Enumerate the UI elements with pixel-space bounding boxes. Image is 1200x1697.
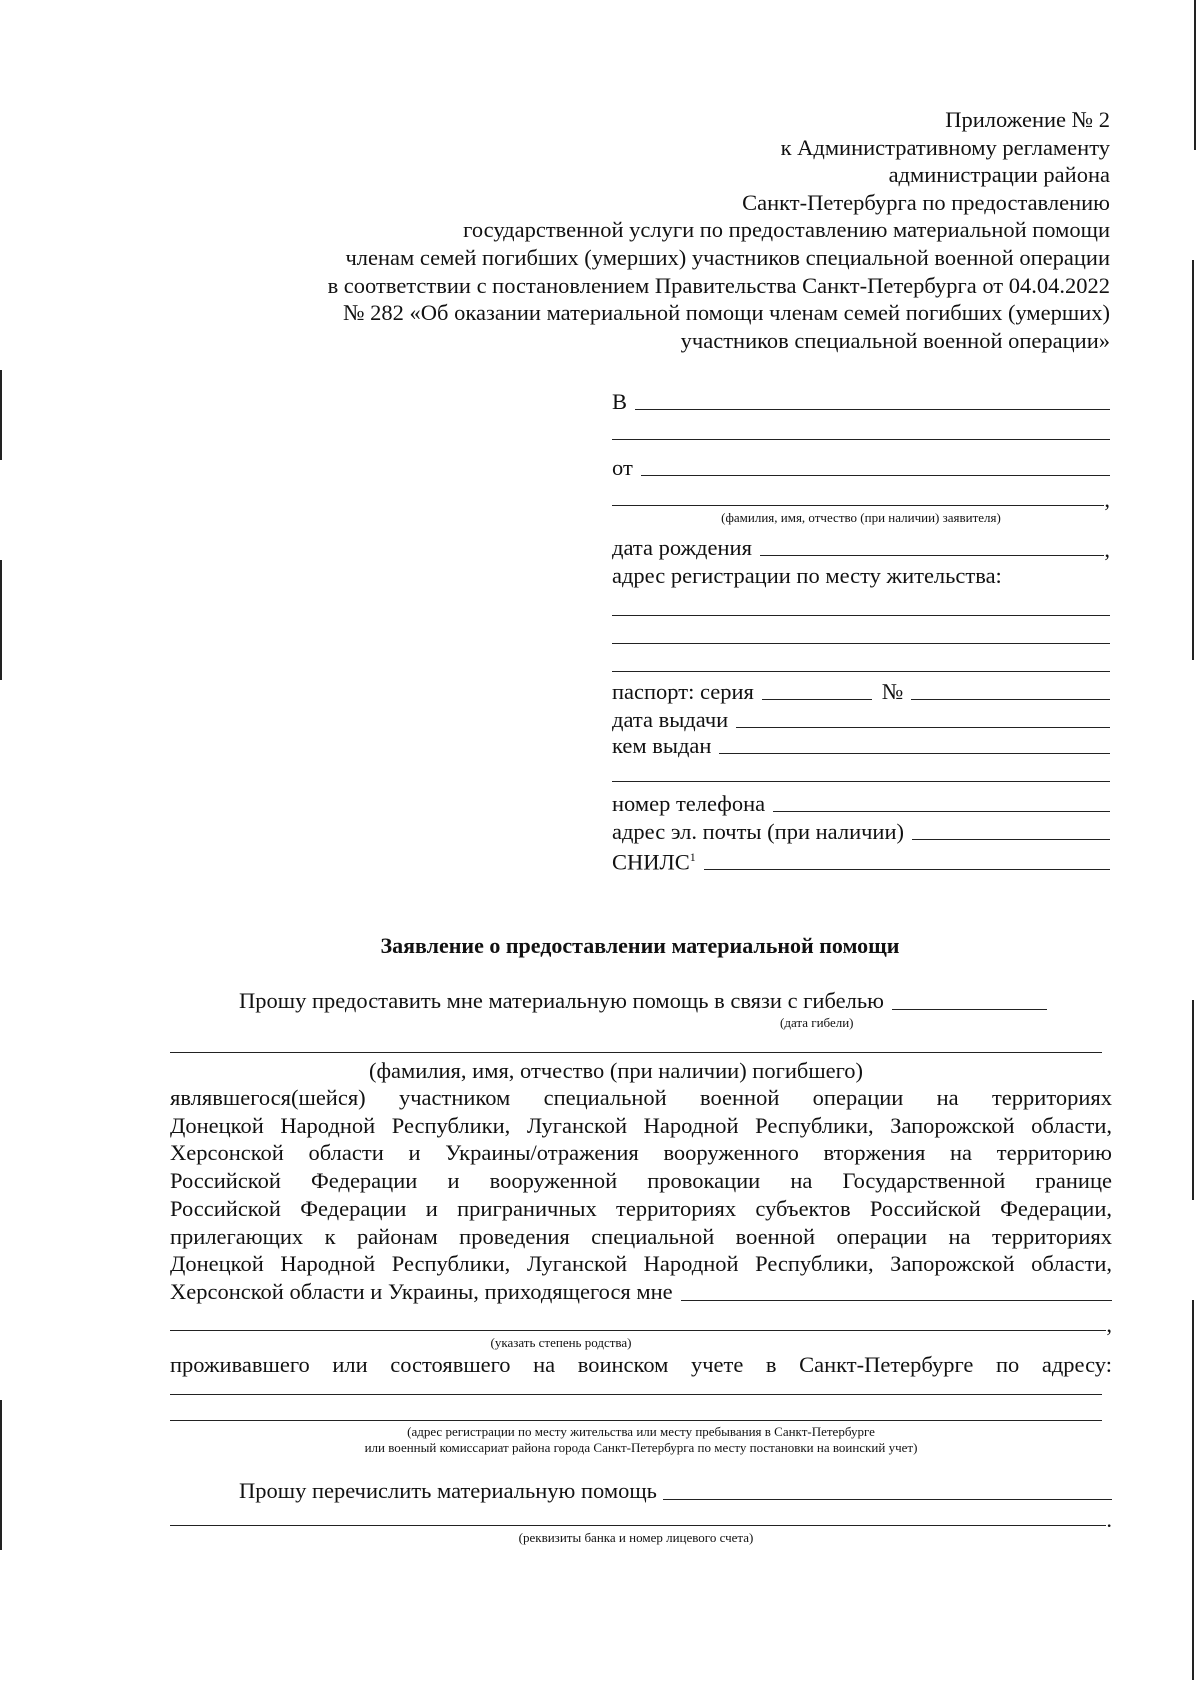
appendix-header: [250, 106, 1110, 354]
statement-paragraph-line: Херсонской области и Украины/отражения вооруженного вторжения на территорию: [170, 1140, 1112, 1166]
bank-input-line[interactable]: [663, 1498, 1112, 1500]
comma: ,: [1104, 487, 1110, 512]
issued-by-field-continued[interactable]: [612, 758, 1110, 786]
header-line: участников специальной военной операции»: [680, 327, 1110, 353]
address-label-row: [612, 560, 1110, 588]
issued-by-label: кем выдан: [612, 733, 712, 758]
snils-field[interactable]: [612, 844, 1110, 874]
scan-edge-mark: [1192, 1300, 1194, 1680]
address-line-1[interactable]: [612, 588, 1110, 620]
deceased-name-input-line[interactable]: [170, 1051, 1102, 1053]
issue-date-label: дата выдачи: [612, 707, 729, 732]
address-caption-2: или военный комиссариат района города Санкт-Петербурга по месту постановки на воинский учет): [364, 1439, 918, 1455]
from-field[interactable]: [612, 444, 1110, 480]
issued-by-field[interactable]: [612, 732, 1110, 758]
birth-date-field[interactable]: [612, 526, 1110, 560]
request-text: Прошу предоставить мне материальную помощь в связи с гибелью: [239, 988, 884, 1013]
statement-paragraph-line: Донецкой Народной Республики, Луганской Народной Республики, Запорожской области,: [170, 1112, 1112, 1138]
comma: ,: [1106, 1311, 1112, 1337]
header-line: в соответствии с постановлением Правительства Санкт-Петербурга от 04.04.2022: [327, 272, 1110, 298]
scan-edge-mark: [0, 370, 2, 460]
passport-series-input-line[interactable]: [762, 698, 872, 700]
transfer-text: Прошу перечислить материальную помощь: [239, 1477, 657, 1503]
issue-date-input-line[interactable]: [736, 726, 1110, 728]
from-field-continued[interactable]: [612, 480, 1110, 510]
snils-label-wrap: [612, 845, 704, 875]
header-line: Санкт-Петербурга по предоставлению: [742, 189, 1110, 215]
birth-date-input-line[interactable]: [760, 554, 1104, 556]
header-line: администрации района: [888, 162, 1110, 188]
transfer-row[interactable]: [170, 1478, 1112, 1504]
header-line: № 282 «Об оказании материальной помощи членам семей погибших (умерших): [343, 300, 1110, 326]
scan-edge-mark: [1192, 260, 1194, 660]
deceased-address-input-line-2[interactable]: [170, 1419, 1102, 1421]
to-label: В: [612, 389, 628, 414]
address-line-2[interactable]: [612, 620, 1110, 648]
passport-field[interactable]: [612, 676, 1110, 704]
request-row[interactable]: [170, 988, 1169, 1014]
address-input-line-3[interactable]: [612, 670, 1110, 672]
bank-input-line-2[interactable]: [170, 1524, 1106, 1526]
address-caption-1: (адрес регистрации по месту жительства или месту пребывания в Санкт-Петербурге: [407, 1423, 875, 1439]
kinship-input-line-2[interactable]: [170, 1329, 1106, 1331]
phone-field[interactable]: [612, 786, 1110, 816]
applicant-form: [612, 386, 1110, 874]
email-input-line[interactable]: [912, 838, 1110, 840]
address-label: адрес регистрации по месту жительства:: [612, 563, 1002, 588]
address-input-line-1[interactable]: [612, 614, 1110, 616]
kinship-row[interactable]: [170, 1278, 1112, 1305]
snils-input-line[interactable]: [704, 868, 1110, 870]
from-input-line[interactable]: [641, 474, 1110, 476]
email-field[interactable]: [612, 816, 1110, 844]
deceased-caption: (фамилия, имя, отчество (при наличии) погибшего): [368, 1058, 864, 1083]
from-input-line-2[interactable]: [612, 504, 1104, 506]
scan-edge-mark: [1194, 0, 1196, 150]
statement-title: Заявление о предоставлении материальной помощи: [380, 933, 900, 958]
address-line-3[interactable]: [612, 648, 1110, 676]
scan-edge-mark: [1192, 1000, 1194, 1200]
statement-paragraph-line: являвшегося(шейся) участником специальной военной операции на территориях: [170, 1085, 1112, 1110]
passport-number-label: №: [881, 679, 904, 704]
email-label: адрес эл. почты (при наличии): [612, 819, 905, 844]
issue-date-field[interactable]: [612, 704, 1110, 732]
statement-body: [170, 988, 1112, 1546]
passport-number-input-line[interactable]: [911, 698, 1110, 700]
to-input-line-2[interactable]: [612, 438, 1110, 440]
to-field-continued[interactable]: [612, 414, 1110, 444]
scan-edge-mark: [0, 1400, 2, 1550]
comma: ,: [1104, 537, 1110, 562]
phone-input-line[interactable]: [773, 810, 1110, 812]
death-date-input-line[interactable]: [892, 1008, 1047, 1010]
kinship-caption: (указать степень родства): [490, 1334, 632, 1350]
statement-paragraph-line: Российской Федерации и вооруженной провокации на Государственной границе: [170, 1168, 1112, 1194]
issued-by-input-line[interactable]: [719, 752, 1110, 754]
period: .: [1106, 1506, 1112, 1532]
header-line: к Административному регламенту: [780, 134, 1110, 160]
scan-edge-mark: [0, 560, 2, 680]
applicant-name-caption: (фамилия, имя, отчество (при наличии) заявителя): [721, 510, 1001, 525]
kinship-row-continued[interactable]: [170, 1305, 1112, 1335]
header-line: государственной услуги по предоставлению материальной помощи: [463, 217, 1110, 243]
phone-label: номер телефона: [612, 791, 766, 816]
kinship-input-line[interactable]: [681, 1299, 1112, 1301]
from-label: от: [612, 455, 633, 480]
residence-text: проживавшего или состоявшего на воинском учете в Санкт-Петербурге по адресу:: [170, 1351, 1112, 1377]
to-input-line[interactable]: [635, 408, 1110, 410]
to-field[interactable]: [612, 386, 1110, 414]
death-date-caption: (дата гибели): [780, 1015, 854, 1030]
bank-row-continued[interactable]: [170, 1504, 1112, 1530]
issued-by-input-line-2[interactable]: [612, 780, 1110, 782]
statement-paragraph-line: прилегающих к районам проведения специальной военной операции на территориях: [170, 1223, 1112, 1249]
passport-series-label: паспорт: серия: [612, 679, 754, 704]
statement-paragraph-line: Российской Федерации и приграничных территориях субъектов Российской Федерации,: [170, 1195, 1112, 1221]
birth-date-label: дата рождения: [612, 535, 752, 560]
header-line: Приложение № 2: [945, 107, 1110, 132]
header-line: членам семей погибших (умерших) участников специальной военной операции: [345, 244, 1110, 270]
statement-last-line: Херсонской области и Украины, приходящегося мне: [170, 1278, 673, 1304]
bank-caption: (реквизиты банка и номер лицевого счета): [518, 1529, 754, 1545]
statement-paragraph-line: Донецкой Народной Республики, Луганской Народной Республики, Запорожской области,: [170, 1251, 1112, 1277]
address-input-line-2[interactable]: [612, 642, 1110, 644]
snils-label: СНИЛС: [612, 849, 690, 874]
snils-footnote-mark: 1: [689, 849, 696, 864]
